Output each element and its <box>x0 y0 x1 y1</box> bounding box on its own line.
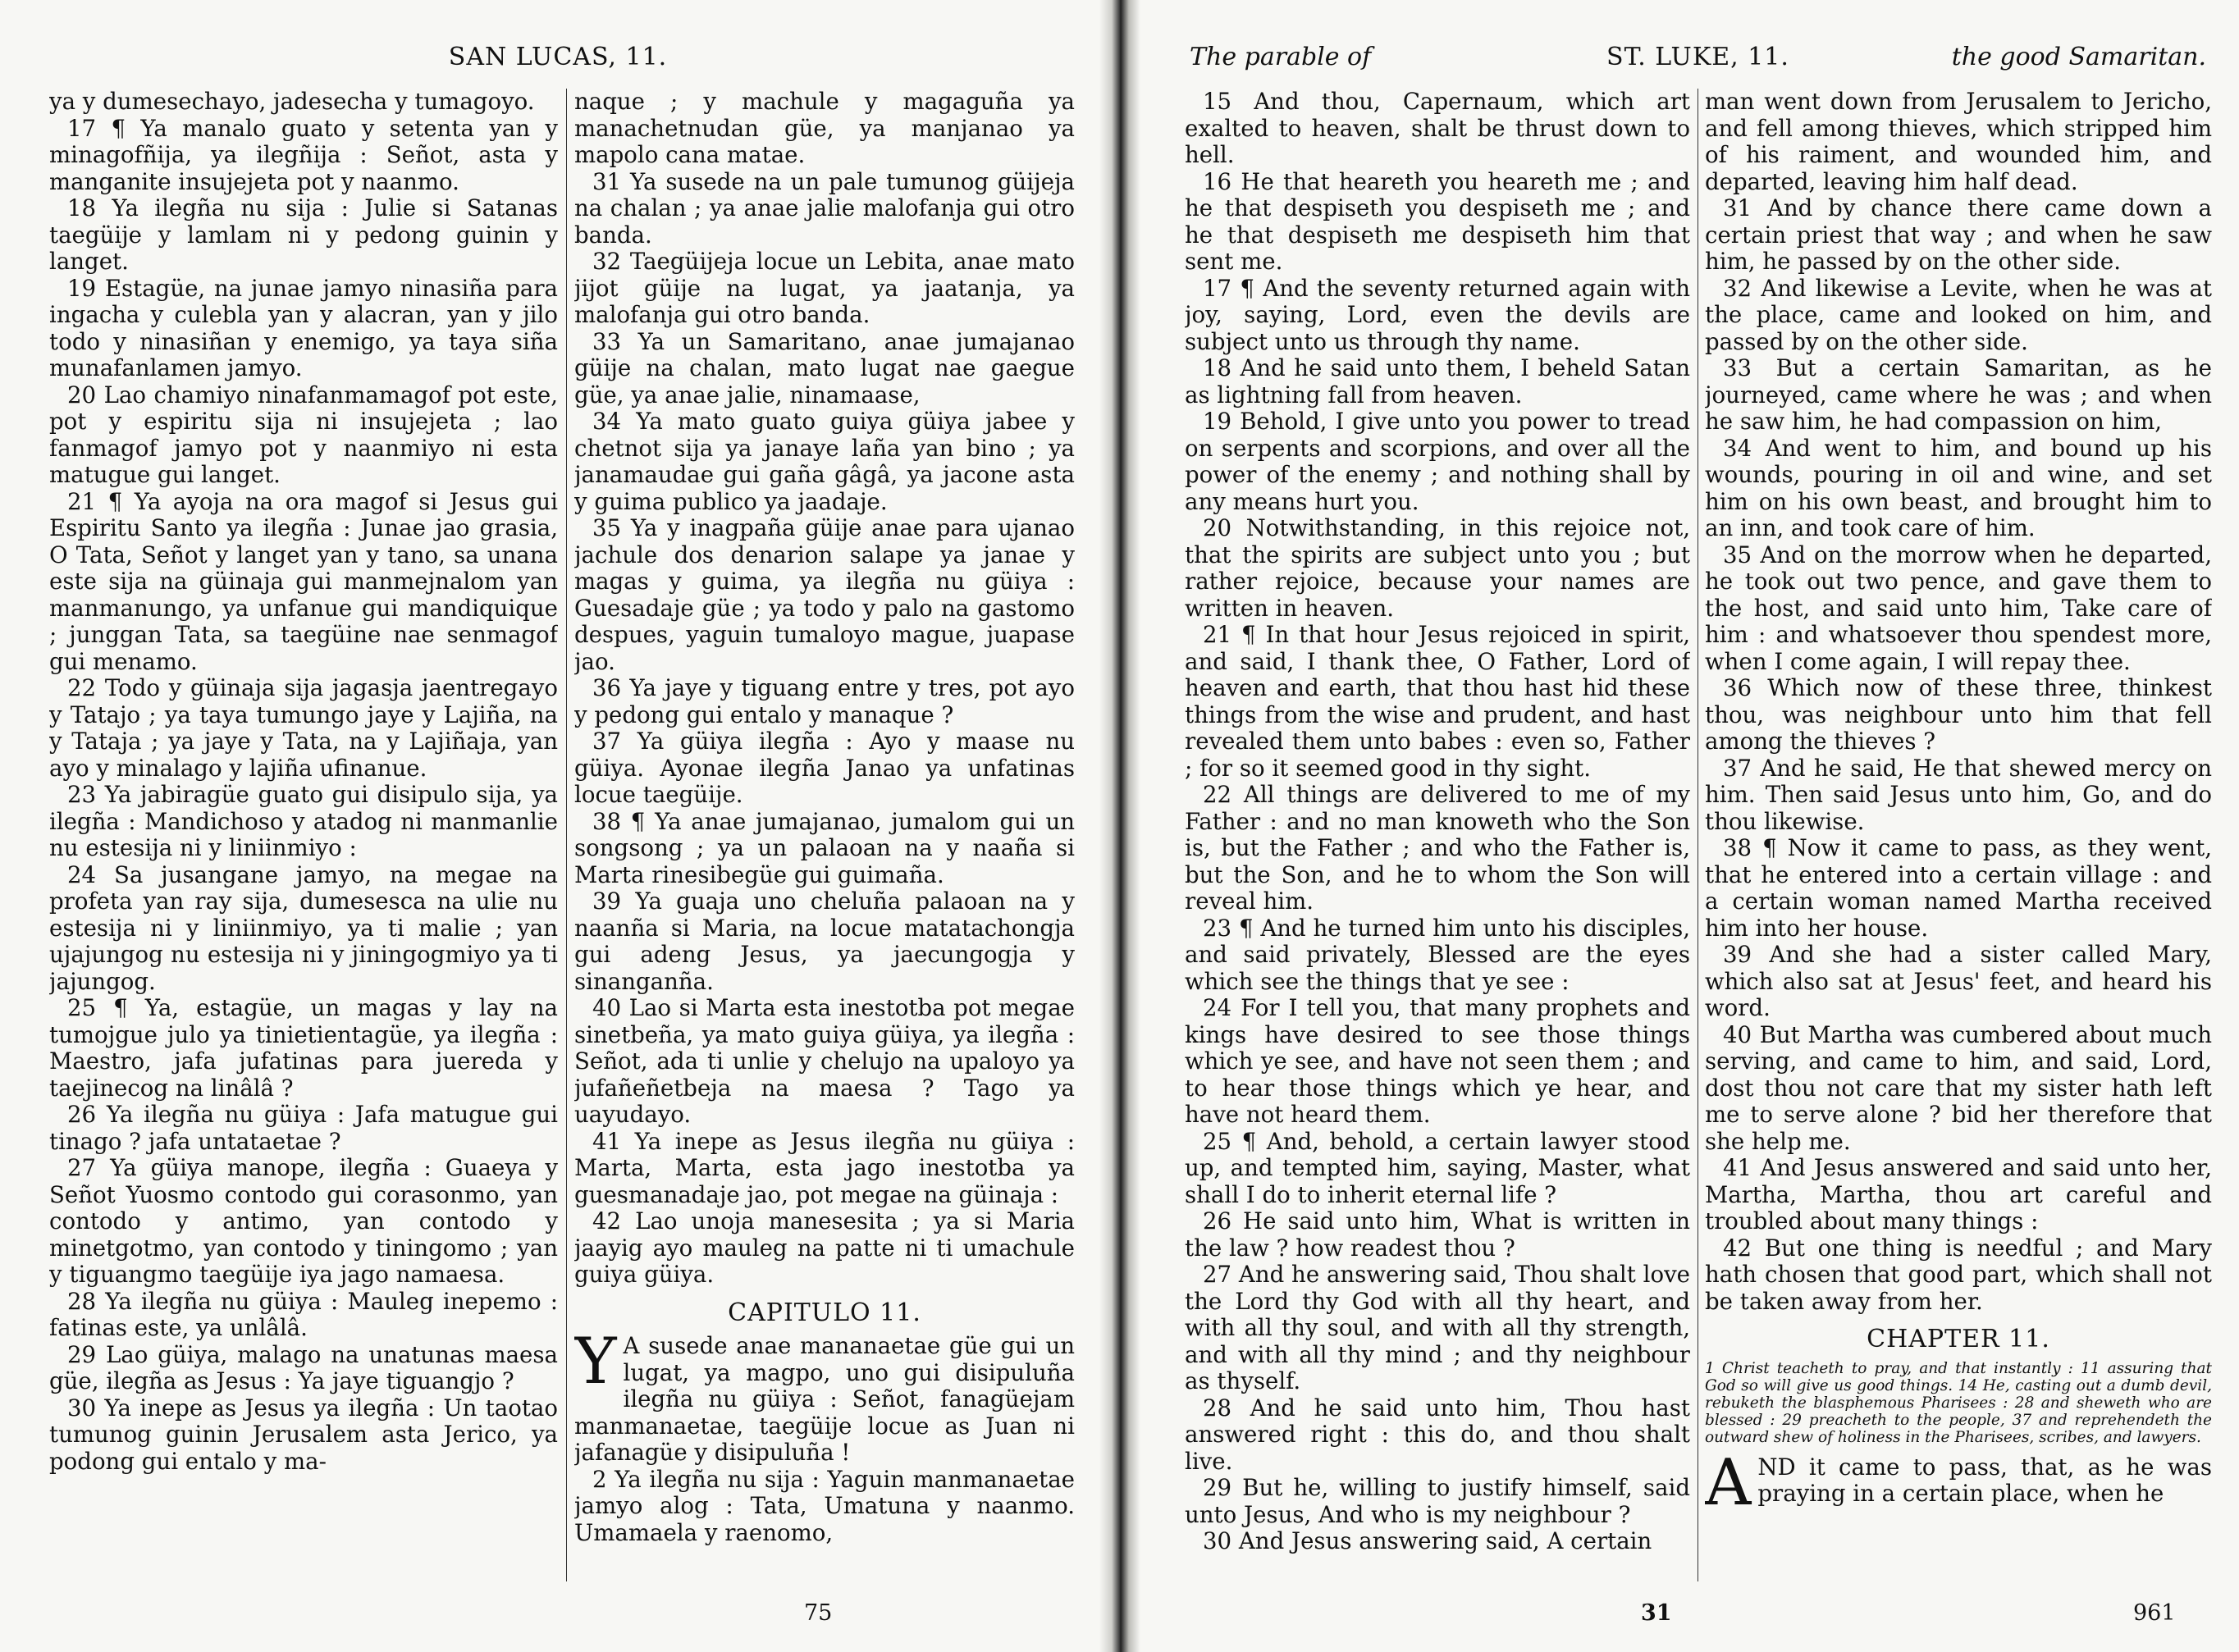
verse: 30 Ya inepe as Jesus ya ilegña : Un taotao tumunog guinin Jerusalem asta Jerico, ya podong gui entalo y ma- <box>49 1394 558 1475</box>
right-page <box>1140 0 2239 1652</box>
verse: 37 And he said, He that shewed mercy on him. Then said Jesus unto him, Go, and do thou likewise. <box>1705 754 2212 835</box>
verse: 18 Ya ilegña nu sija : Julie si Satanas taegüije y lamlam ni y pedong guinin y langet. <box>49 194 558 275</box>
verse: 21 ¶ Ya ayoja na ora magof si Jesus gui Espiritu Santo ya ilegña : Junae jao grasia, O Tata, Señot y langet yan y tano, sa unana este sija na güinaja gui manmejnalom yan manmanungo, ya unfanue gui mandiquique ; junggan Tata, sa taegüine nae senmagof gui menamo. <box>49 487 558 675</box>
verse: 17 ¶ And the seventy returned again with joy, saying, Lord, even the devils are subject unto us through thy name. <box>1185 274 1690 355</box>
verse: 23 ¶ And he turned him unto his disciples, and said privately, Blessed are the eyes which see the things that ye see : <box>1185 914 1690 995</box>
running-head-left: The parable of <box>1190 43 1372 71</box>
verse: naque ; y machule y magaguña ya manachetnudan güe, ya manjanao ya mapolo cana matae. <box>574 89 1075 168</box>
verse: 31 And by chance there came down a certain priest that way ; and when he saw him, he passed by on the other side. <box>1705 194 2212 275</box>
column-rule <box>566 89 567 1581</box>
verse: 28 Ya ilegña nu güiya : Mauleg inepemo : fatinas este, ya unlâlâ. <box>49 1287 558 1341</box>
verse: 39 Ya guaja uno cheluña palaoan na y naanña si Maria, na locue matatachongja gui adeng Jesus, ya jaecungogja y sinanganña. <box>574 888 1075 995</box>
verse: 24 Sa jusangane jamyo, na megae na profeta yan ray sija, dumesesca na ulie nu estesija ni y liniinmiyo, ya ti malie ; yan ujajungog nu estesija ni y jiningogmiyo ya ti jajungog. <box>49 860 558 995</box>
verse: 32 Taegüijeja locue un Lebita, anae mato jijot güije na lugat, ya jaatanja, ya malofanja gui otro banda. <box>574 248 1075 328</box>
verse: 32 And likewise a Levite, when he was at the place, came and looked on him, and passed by on the other side. <box>1705 274 2212 355</box>
verse: 24 For I tell you, that many prophets and kings have desired to see those things which ye see, and have not seen them ; and to hear those things which ye hear, and have not heard them. <box>1185 994 1690 1128</box>
left-running-head-title: SAN LUCAS, 11. <box>448 43 668 71</box>
verse: 15 And thou, Capernaum, which art exalted to heaven, shalt be thrust down to hell. <box>1185 89 1690 168</box>
verse: 30 And Jesus answering said, A certain <box>1203 1527 1652 1554</box>
verse: 25 ¶ Ya, estagüe, un magas y lay na tumojgue julo ya tinietientagüe, ya ilegña : Maestro, jafa jufatinas para juereda y taejinecog na linâlâ ? <box>49 994 558 1102</box>
verse: 27 Ya güiya manope, ilegña : Guaeya y Señot Yuosmo contodo gui corasonmo, yan contodo y antimo, yan contodo y minetgotmo, yan contodo y tiningomo ; yan y tiguangmo taegüije iya jago namaesa. <box>49 1154 558 1288</box>
chapter-first-text: A susede anae mananaetae güe gui un lugat, ya magpo, uno gui disipuluña ilegña nu güiya : Señot, fanagüejam manmanaetae, taegüije locue as Juan ni jafanagüe y disipuluña ! <box>574 1332 1075 1466</box>
verse: 18 And he said unto them, I beheld Satan as lightning fall from heaven. <box>1185 354 1690 408</box>
verse: 34 And went to him, and bound up his wounds, pouring in oil and wine, and set him on his own beast, and brought him to an inn, and took care of him. <box>1705 434 2212 541</box>
verse: 37 Ya güiya ilegña : Ayo y maase nu güiya. Ayonae ilegña Janao ya unfatinas locue taegüije. <box>574 728 1075 808</box>
verse: 19 Estagüe, na junae jamyo ninasiña para ingacha y culebla yan y alacran, yan y jilo todo y ninasiñan y enemigo, ya taya siña munafanlamen jamyo. <box>49 274 558 381</box>
verse: 21 ¶ In that hour Jesus rejoiced in spirit, and said, I thank thee, O Father, Lord of heaven and earth, that thou hast hid these things from the wise and prudent, and hast revealed them unto babes : even so, Father ; for so it seemed good in thy sight. <box>1185 621 1690 782</box>
drop-cap: Y <box>574 1325 617 1399</box>
signature-mark: 31 <box>1641 1600 1672 1626</box>
verse: 20 Notwithstanding, in this rejoice not, that the spirits are subject unto you ; but rather rejoice, because your names are written in heaven. <box>1185 514 1690 622</box>
verse: 23 Ya jabiragüe guato gui disipulo sija, ya ilegña : Mandichoso y atadog ni manmanlie nu estesija ni y liniinmiyo : <box>49 781 558 861</box>
verse: 39 And she had a sister called Mary, which also sat at Jesus' feet, and heard his word. <box>1705 941 2212 1021</box>
running-head-right: the good Samaritan. <box>1951 43 2206 71</box>
verse: 31 Ya susede na un pale tumunog güijeja na chalan ; ya anae jalie malofanja gui otro banda. <box>574 167 1075 249</box>
page-number: 75 <box>804 1600 833 1626</box>
drop-cap: A <box>1705 1445 1752 1520</box>
chapter-first-text: ND it came to pass, that, as he was praying in a certain place, when he <box>1757 1453 2212 1507</box>
right-column-2 <box>1705 89 2212 1590</box>
verse: man went down from Jerusalem to Jericho, and fell among thieves, which stripped him of his raiment, and wounded him, and departed, leaving him half dead. <box>1705 89 2212 195</box>
verse: 27 And he answering said, Thou shalt love the Lord thy God with all thy heart, and with all thy soul, and with all thy strength, and with all thy mind ; and thy neighbour as thyself. <box>1185 1261 1690 1394</box>
running-head-title: ST. LUKE, 11. <box>1606 43 1789 71</box>
verse: 29 Lao güiya, malago na unatunas maesa güe, ilegña as Jesus : Ya jaye tiguangjo ? <box>49 1340 558 1394</box>
chapter-heading: CAPITULO 11. <box>728 1298 921 1327</box>
verse: 42 But one thing is needful ; and Mary hath chosen that good part, which shall not be taken away from her. <box>1705 1234 2212 1315</box>
verse: 17 ¶ Ya manalo guato y setenta yan y minagofñija, ya ilegñija : Señot, asta y manganite insujejeta pot y naanmo. <box>49 114 558 195</box>
verse: 38 ¶ Now it came to pass, as they went, that he entered into a certain village : and a certain woman named Martha received him into her house. <box>1705 834 2212 942</box>
right-column-1 <box>1185 89 1690 1590</box>
verse: 22 All things are delivered to me of my Father : and no man knoweth who the Son is, but the Father ; and who the Father is, but the Son, and he to whom the Son will reveal him. <box>1185 781 1690 915</box>
verse: 42 Lao unoja manesesita ; ya si Maria jaayig ayo mauleg na patte ni ti umachule guiya güiya. <box>574 1207 1075 1288</box>
verse: 26 Ya ilegña nu güiya : Jafa matugue gui tinago ? jafa untataetae ? <box>49 1101 558 1155</box>
verse: 28 And he said unto him, Thou hast answered right : this do, and thou shalt live. <box>1185 1394 1690 1475</box>
left-page <box>0 0 1099 1652</box>
chapter-first-verse <box>574 1325 1075 1467</box>
verse: ya y dumesechayo, jadesecha y tumagoyo. <box>49 89 535 115</box>
chapter-summary: 1 Christ teacheth to pray, and that instantly : 11 assuring that God so will give us good things. 14 He, casting out a dumb devil, rebuketh the blasphemous Pharisees : 28 and sheweth who are blessed : 29 preacheth to the people, 37 and reprehendeth the outward shew of holiness in the Pharisees, scribes, and lawyers. <box>1705 1359 2212 1446</box>
verse: 26 He said unto him, What is written in the law ? how readest thou ? <box>1185 1207 1690 1262</box>
verse: 20 Lao chamiyo ninafanmamagof pot este, pot y espiritu sija ni insujejeta ; lao fanmagof jamyo pot y naanmiyo ni esta matugue gui langet. <box>49 381 558 488</box>
left-column-2 <box>574 89 1075 1590</box>
left-running-head <box>49 43 1067 79</box>
verse: 35 Ya y inagpaña güije anae para ujanao jachule dos denarion salape ya janae y magas y guima, ya ilegña nu güiya : Guesadaje güe ; ya todo y palo na gastomo despues, yaguin tumaloyo mague, juapase jao. <box>574 514 1075 675</box>
right-running-head <box>1190 43 2206 79</box>
left-column-1 <box>49 89 558 1590</box>
verse: 29 But he, willing to justify himself, said unto Jesus, And who is my neighbour ? <box>1185 1474 1690 1528</box>
verse: 25 ¶ And, behold, a certain lawyer stood up, and tempted him, saying, Master, what shall I do to inherit eternal life ? <box>1185 1127 1690 1208</box>
verse: 40 Lao si Marta esta inestotba pot megae sinetbeña, ya mato guiya güiya, ya ilegña : Señot, ada ti unlie y chelujo na upaloyo ya jufañeñetbeja na maesa ? Tago ya uayudayo. <box>574 994 1075 1128</box>
verse: 35 And on the morrow when he departed, he took out two pence, and gave them to the host, and said unto him, Take care of him : and whatsoever thou spendest more, when I come again, I will repay thee. <box>1705 541 2212 675</box>
verse: 22 Todo y güinaja sija jagasja jaentregayo y Tatajo ; ya taya tumungo jaye y Lajiña, na y Tataja ; ya jaye y Tata, na y Lajiñaja, yan ayo y minalago y lajiña ufinanue. <box>49 674 558 782</box>
chapter-heading: CHAPTER 11. <box>1867 1325 2050 1353</box>
chapter-first-verse <box>1705 1445 2212 1520</box>
verse: 36 Which now of these three, thinkest thou, was neighbour unto him that fell among the thieves ? <box>1705 674 2212 755</box>
verse: 34 Ya mato guato guiya güiya jabee y chetnot sija ya janaye laña yan bino ; ya janamaudae gui gaña gâgâ, ya jacone asta y guima publico ya jaadaje. <box>574 408 1075 515</box>
verse: 36 Ya jaye y tiguang entre y tres, pot ayo y pedong gui entalo y manaque ? <box>574 674 1075 728</box>
verse: 40 But Martha was cumbered about much serving, and came to him, and said, Lord, dost thou not care that my sister hath left me to serve alone ? bid her therefore that she help me. <box>1705 1020 2212 1155</box>
page-number: 961 <box>2133 1600 2176 1626</box>
verse: 38 ¶ Ya anae jumajanao, jumalom gui un songsong ; ya un palaoan na y naaña si Marta rinesibegüe gui guimaña. <box>574 807 1075 888</box>
verse: 41 And Jesus answered and said unto her, Martha, Martha, thou art careful and troubled about many things : <box>1705 1154 2212 1234</box>
verse: 33 Ya un Samaritano, anae jumajanao güije na chalan, mato lugat nae gaegue güe, ya anae jalie, ninamaase, <box>574 327 1075 408</box>
book-gutter <box>1099 0 1140 1652</box>
verse: 33 But a certain Samaritan, as he journeyed, came where he was ; and when he saw him, he had compassion on him, <box>1705 354 2212 435</box>
verse: 2 Ya ilegña nu sija : Yaguin manmanaetae jamyo alog : Tata, Umatuna y naanmo. Umamaela y raenomo, <box>574 1465 1075 1546</box>
verse: 41 Ya inepe as Jesus ilegña nu güiya : Marta, Marta, esta jago inestotba ya guesmanadaje jao, pot megae na güinaja : <box>574 1127 1075 1208</box>
verse: 19 Behold, I give unto you power to tread on serpents and scorpions, and over all the power of the enemy ; and nothing shall by any means hurt you. <box>1185 408 1690 515</box>
verse: 16 He that heareth you heareth me ; and he that despiseth you despiseth me ; and he that despiseth me despiseth him that sent me. <box>1185 167 1690 275</box>
